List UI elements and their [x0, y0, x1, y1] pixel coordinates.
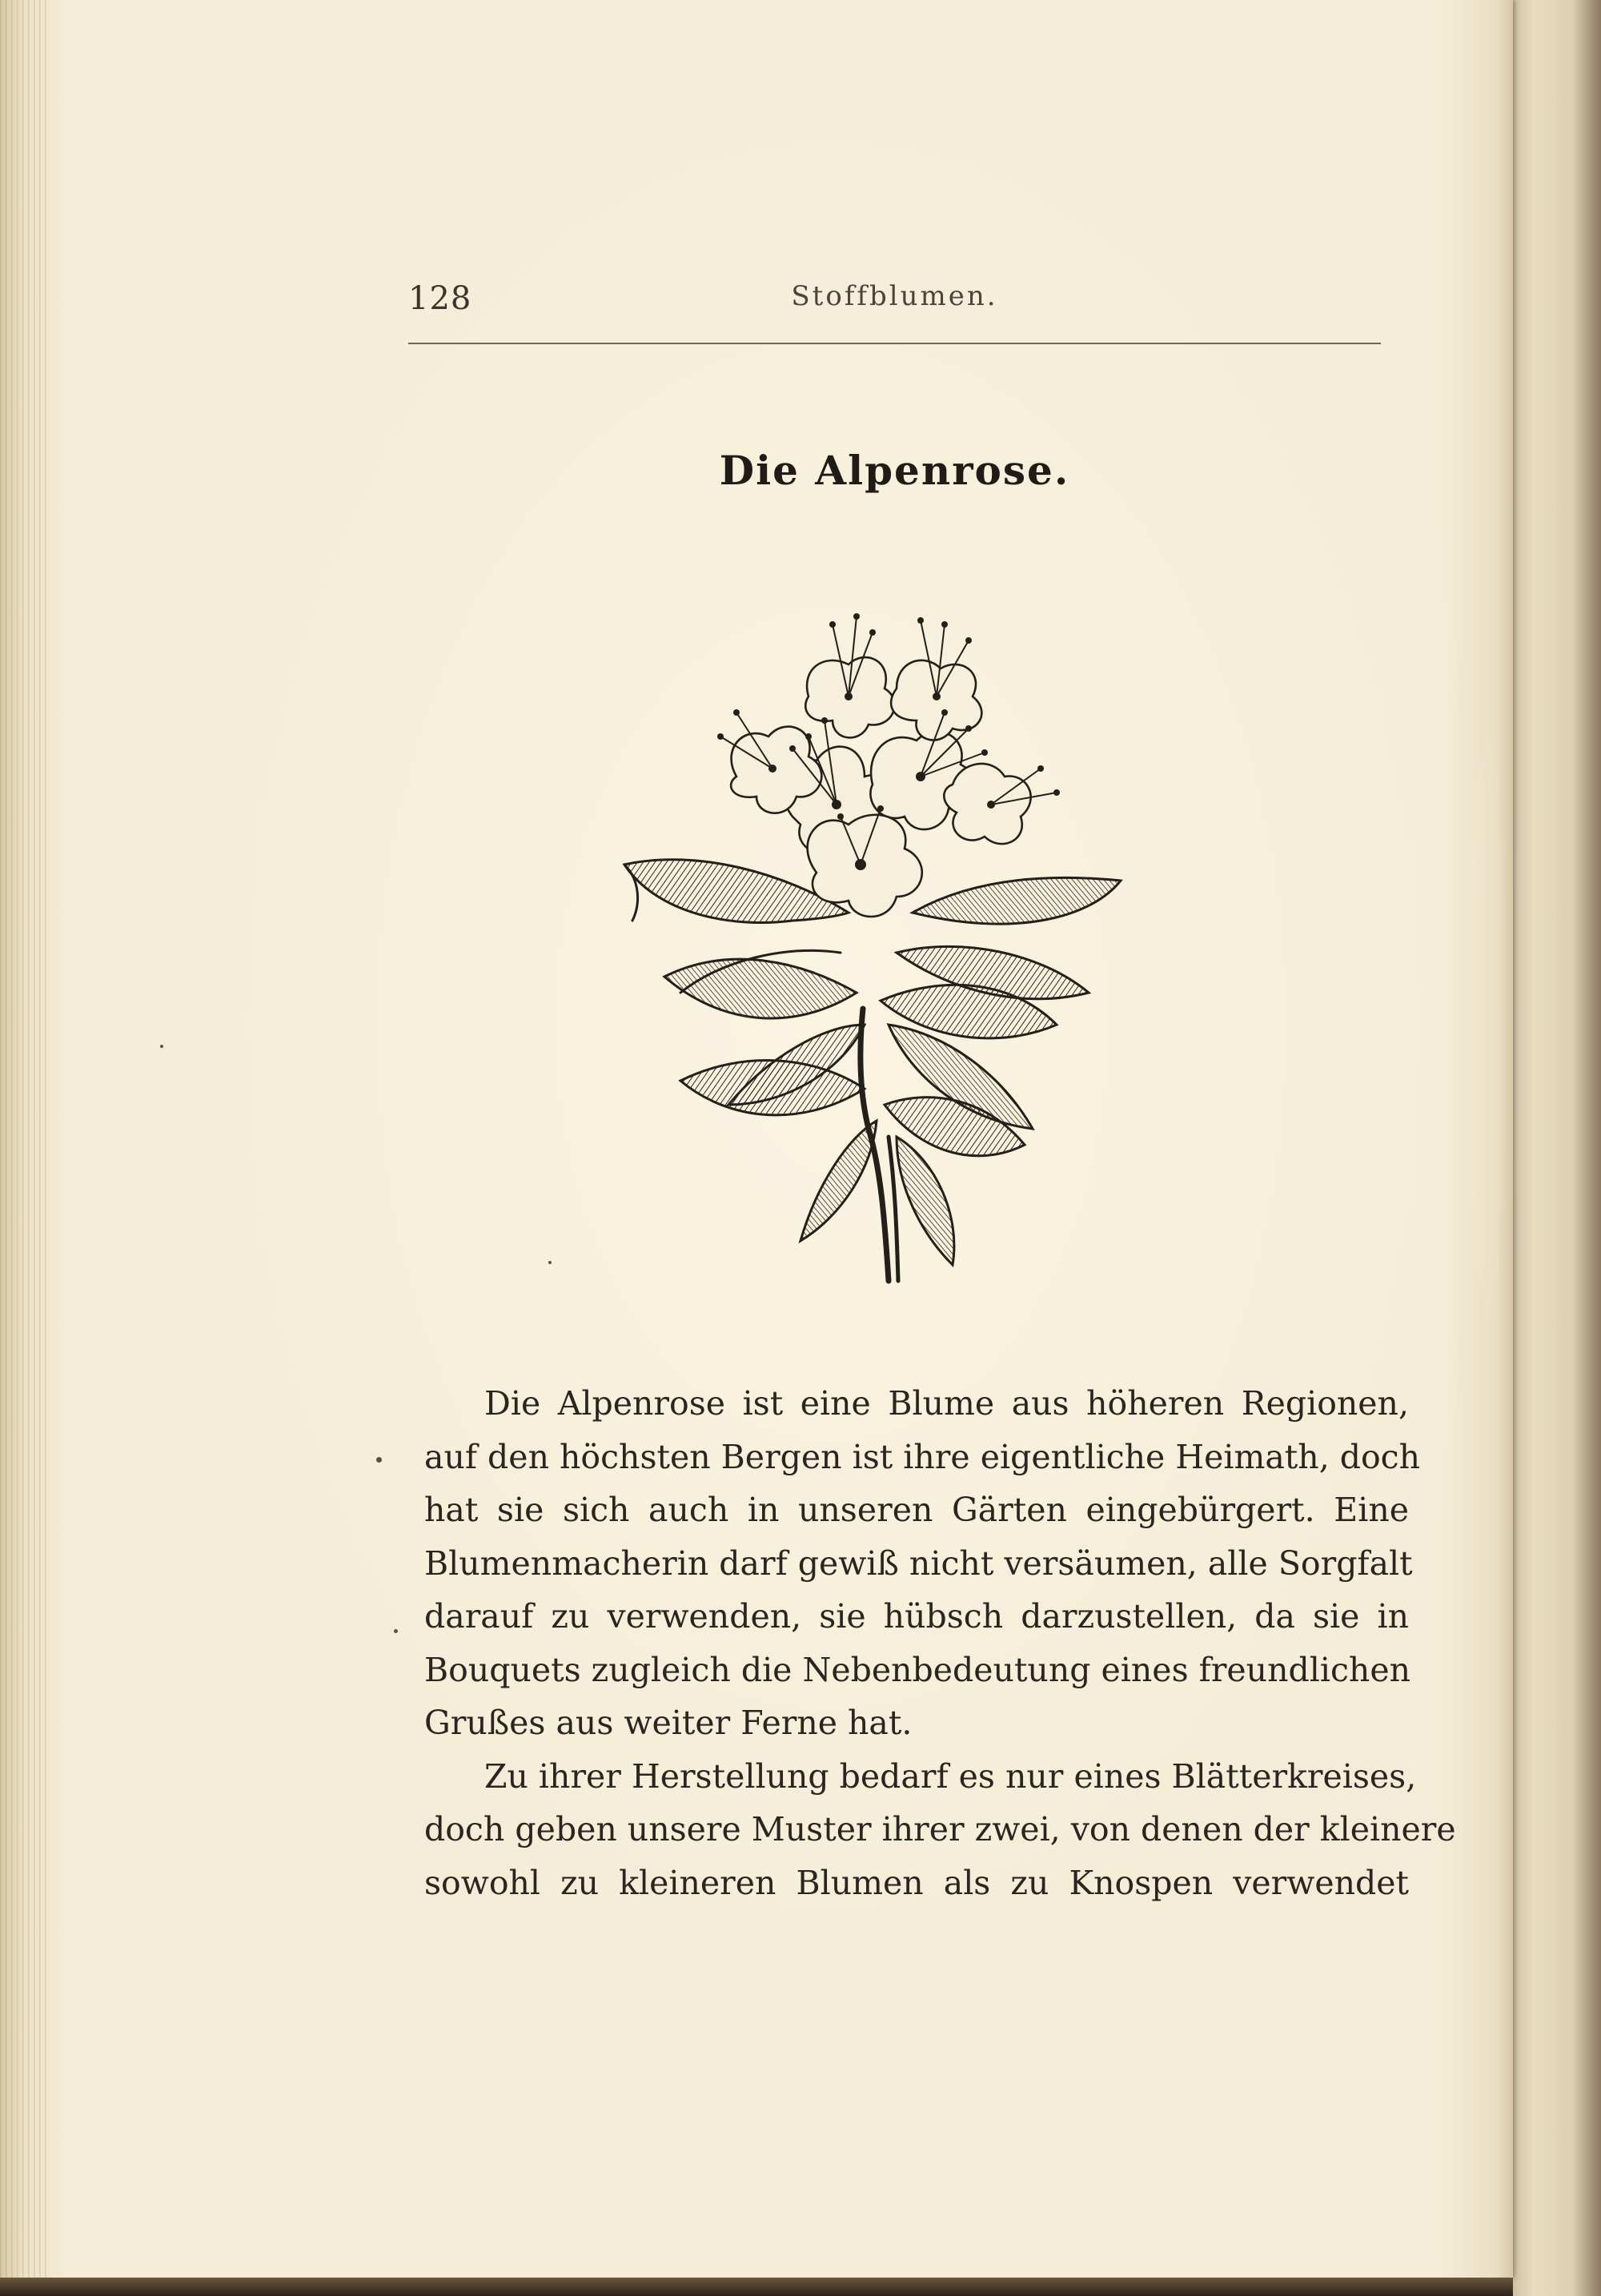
- running-title: Stoffblumen.: [791, 280, 998, 312]
- text-line: sowohl zu kleineren Blumen als zu Knospen verwendet: [424, 1863, 1409, 1902]
- stacked-page-edges: [0, 0, 48, 2278]
- body-text: [424, 1377, 1456, 1909]
- paper-speck: [160, 1045, 163, 1048]
- paper-speck: [394, 1629, 398, 1633]
- text-line: Grußes aus weiter Ferne hat.: [424, 1704, 913, 1742]
- text-line: auf den höchsten Bergen ist ihre eigentliche Heimath, doch: [424, 1437, 1421, 1476]
- text-line: doch geben unsere Muster ihrer zwei, von denen der kleinere: [424, 1810, 1456, 1848]
- text-line: Die Alpenrose ist eine Blume aus höheren Regionen,: [484, 1384, 1409, 1423]
- alpine-rose-engraving-icon: [608, 576, 1185, 1297]
- scan-bottom-edge: [0, 2278, 1513, 2296]
- chapter-title: Die Alpenrose.: [719, 447, 1070, 494]
- paper-speck: [376, 1457, 382, 1463]
- paragraph-1: [424, 1377, 1421, 1750]
- paper-speck: [548, 1261, 552, 1264]
- paragraph-2: [424, 1750, 1456, 1910]
- header-rule: [408, 343, 1381, 344]
- text-line: Zu ihrer Herstellung bedarf es nur eines Blätterkreises,: [484, 1756, 1417, 1796]
- text-line: Bouquets zugleich die Nebenbedeutung eines freundlichen: [424, 1650, 1411, 1689]
- text-line: darauf zu verwenden, sie hübsch darzustellen, da sie in: [424, 1597, 1409, 1636]
- running-header: [408, 280, 1381, 328]
- page-number: 128: [408, 280, 472, 317]
- next-page-edge: [1505, 0, 1601, 2296]
- text-line: hat sie sich auch in unseren Gärten eingebürgert. Eine: [424, 1491, 1409, 1529]
- text-line: Blumenmacherin darf gewiß nicht versäumen, alle Sorgfalt: [424, 1543, 1413, 1583]
